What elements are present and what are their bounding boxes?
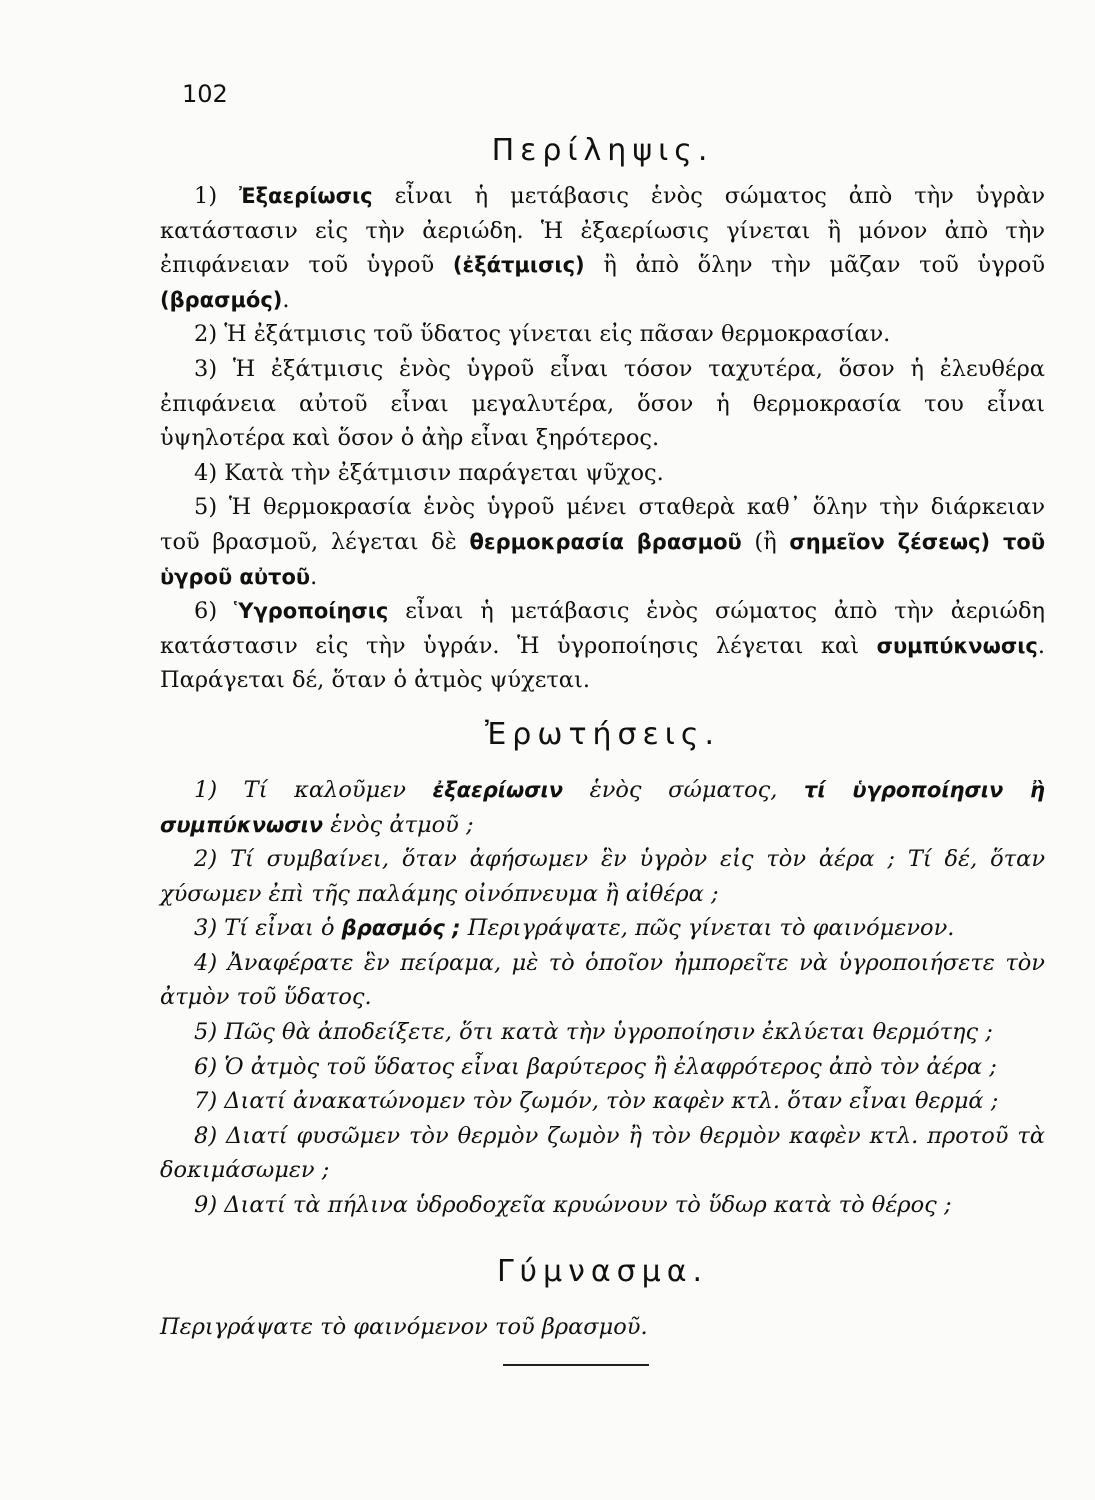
question-5: 5) Πῶς θὰ ἀποδείξετε, ὅτι κατὰ τὴν ὑγροποίησιν ἐκλύεται θερμότης ; [194,1019,993,1046]
term: τί ὑγροποίησιν ἢ συμπύκνωσιν [160,777,1045,837]
text: . [282,286,290,313]
text: ἢ ἀπὸ ὅλην τὴν μᾶζαν τοῦ ὑγροῦ [584,252,1045,279]
term: Ἐξαερίωσις [239,184,373,208]
exercise-heading: Γύμνασμα. [496,1253,709,1289]
question-2: 2) Τί συμβαίνει, ὅταν ἀφήσωμεν ἓν ὑγρὸν εἰς τὸν ἀέρα ; Τί δέ, ὅταν χύσωμεν ἐπὶ τῆς παλάμης οἰνόπνευμα ἢ αἰθέρα ; [160,846,1045,907]
text: 1) Τί καλοῦμεν [194,776,433,803]
term: σημεῖον ζέσεως) τοῦ ὑγροῦ αὐτοῦ [160,529,1046,589]
exercise-text: Περιγράψατε τὸ φαινόμενον τοῦ βρασμοῦ. [160,1313,648,1340]
text: ἑνὸς ἀτμοῦ ; [323,811,474,838]
text: εἶναι ἡ μετάβασις ἑνὸς σώματος ἀπὸ τὴν ἀεριώδη κατάστασιν εἰς τὴν ὑγράν. Ἡ ὑγροποίησις λέγεται καὶ [160,598,1045,659]
question-4: 4) Ἀναφέρατε ἓν πείραμα, μὲ τὸ ὁποῖον ἠμπορεῖτε νὰ ὑγροποιήσετε τὸν ἀτμὸν τοῦ ὕδατος. [160,949,1045,1011]
summary-item-6 [160,594,1045,698]
term: θερμοκρασία βρασμοῦ [469,529,742,554]
summary-item-2: 2) Ἡ ἐξάτμισις τοῦ ὕδατος γίνεται εἰς πᾶσαν θερμοκρασίαν. [194,321,891,348]
text: . [310,563,318,590]
summary-heading: Περίληψις. [491,133,714,168]
term: βρασμός ; [341,916,461,941]
page-number: 102 [182,80,228,108]
question-1 [160,773,1045,842]
text: (ἢ [741,528,790,555]
text: 1) [194,183,240,209]
text: ἑνὸς σώματος, [563,776,804,803]
term: ἐξαερίωσιν [432,777,564,802]
term: (βρασμός) [160,287,283,312]
text: 5) Ἡ θερμοκρασία ἑνὸς ὑγροῦ μένει σταθερὰ καθ᾽ ὅλην τὴν διάρκειαν τοῦ βρασμοῦ, λέγεται δὲ [160,494,1045,555]
summary-item-1 [160,179,1045,317]
question-8: 8) Διατί φυσῶμεν τὸν θερμὸν ζωμὸν ἢ τὸν θερμὸν καφὲν κτλ. προτοῦ τὰ δοκιμάσωμεν ; [160,1122,1045,1184]
summary-item-4: 4) Κατὰ τὴν ἐξάτμισιν παράγεται ψῦχος. [194,459,664,486]
question-3 [160,911,1045,946]
term: Ὑγροποίησις [233,599,389,624]
question-6: 6) Ὁ ἀτμὸς τοῦ ὕδατος εἶναι βαρύτερος ἢ ἐλαφρότερος ἀπὸ τὸν ἀέρα ; [194,1053,997,1080]
end-rule [503,1364,649,1366]
text: . Παράγεται δέ, ὅταν ὁ ἀτμὸς ψύχεται. [160,632,1045,694]
summary-item-3: 3) Ἡ ἐξάτμισις ἑνὸς ὑγροῦ εἶναι τόσον ταχυτέρα, ὅσον ἡ ἐλευθέρα ἐπιφάνεια αὐτοῦ εἶναι μεγαλυτέρα, ὅσον ἡ θερμοκρασία του εἶναι ὑψηλοτέρα καὶ ὅσον ὁ ἀὴρ εἶναι ξηρότερος. [160,355,1045,452]
term: (ἐξάτμισις) [452,253,585,278]
text: 6) [194,598,234,625]
question-7: 7) Διατί ἀνακατώνομεν τὸν ζωμόν, τὸν καφὲν κτλ. ὅταν εἶναι θερμά ; [194,1088,999,1115]
term: συμπύκνωσις [876,633,1038,658]
text: 3) Τί εἶναι ὁ [194,915,342,942]
text: εἶναι ἡ μετάβασις ἑνὸς σώματος ἀπὸ τὴν ὑγρὰν κατάστασιν εἰς τὴν ἀεριώδη. Ἡ ἐξαερίωσις γίνεται ἢ μόνον ἀπὸ τὴν ἐπιφάνειαν τοῦ ὑγροῦ [160,183,1045,279]
content [160,128,1045,1344]
question-9: 9) Διατί τὰ πήλινα ὑδροδοχεῖα κρυώνουν τὸ ὕδωρ κατὰ τὸ θέρος ; [194,1192,952,1219]
text: Περιγράψατε, πῶς γίνεται τὸ φαινόμενον. [460,915,955,942]
summary-item-5 [160,490,1045,594]
questions-heading: Ἐρωτήσεις. [484,716,721,752]
